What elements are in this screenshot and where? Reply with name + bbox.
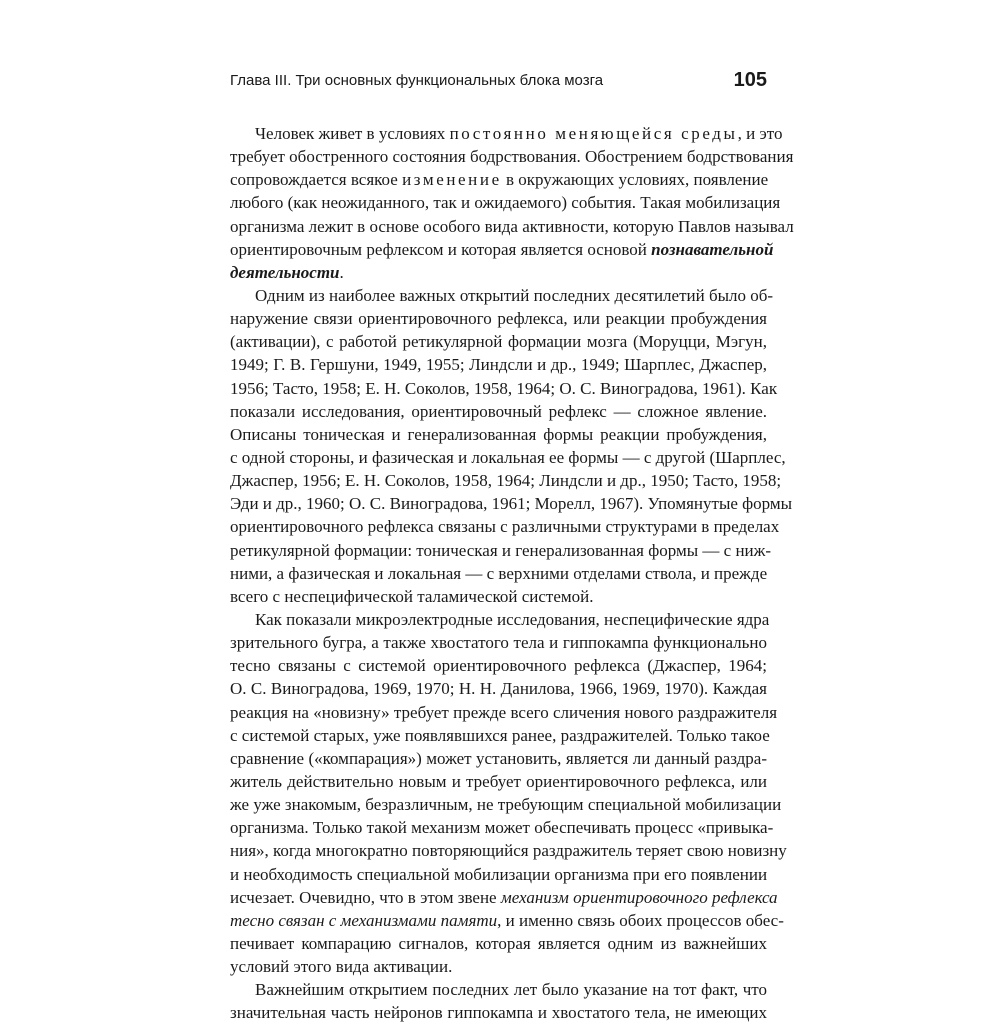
text-line: Одним из наиболее важных открытий последних десятилетий было об- — [255, 285, 774, 305]
spaced-emphasis: изменение — [402, 170, 502, 190]
italic-emphasis: механизм ориентировочного рефлекса — [500, 887, 778, 907]
text-line: реакция на «новизну» требует прежде всего сличения нового раздражителя — [230, 702, 778, 722]
text-line: ними, а фазическая и локальная — с верхними отделами ствола, и прежде — [230, 563, 768, 583]
running-header — [230, 70, 767, 96]
text-line: печивает компарацию сигналов, которая является одним из важнейших — [230, 933, 767, 953]
text-line: Эди и др., 1960; О. С. Виноградова, 1961; Морелл, 1967). Упомянутые формы — [230, 494, 793, 514]
text-line: Как показали микроэлектродные исследования, неспецифические ядра — [255, 609, 770, 629]
spaced-emphasis: постоянно меняющейся среды — [449, 124, 738, 143]
text-line: (активации), с работой ретикулярной формации мозга (Моруцци, Мэгун, — [230, 332, 767, 352]
text-line: с одной стороны, и фазическая и локальная ее формы — с другой (Шарплес, — [230, 447, 786, 467]
text-line: зрительного бугра, а также хвостатого тела и гиппокампа функционально — [230, 633, 767, 653]
text-line: Джаспер, 1956; Е. Н. Соколов, 1958, 1964; Линдсли и др., 1950; Тасто, 1958; — [230, 471, 782, 491]
text-line: организма. Только такой механизм может обеспечивать процесс «привыка- — [230, 818, 774, 838]
text-line: Описаны тоническая и генерализованная формы реакции пробуждения, — [230, 424, 767, 444]
chapter-title: Глава III. Три основных функциональных блока мозга — [230, 72, 604, 89]
text-line: ния», когда многократно повторяющийся раздражитель теряет свою новизну — [230, 841, 787, 861]
text-line: с системой старых, уже появлявшихся ранее, раздражителей. Только такое — [230, 725, 770, 745]
text-line: всего с неспецифической таламической системой. — [230, 586, 594, 606]
text-line: условий этого вида активации. — [230, 957, 453, 977]
text-line: Человек живет в условиях постоянно меняющейся среды, и это — [255, 124, 783, 143]
text-line: Важнейшим открытием последних лет было указание на тот факт, что — [255, 980, 767, 1000]
text-line: ретикулярной формации: тоническая и генерализованная формы — с ниж- — [230, 540, 772, 560]
text-line: наружение связи ориентировочного рефлекса, или реакции пробуждения — [230, 309, 767, 329]
text-line: и необходимость специальной мобилизации организма при его появлении — [230, 864, 768, 884]
text-line: 1956; Тасто, 1958; Е. Н. Соколов, 1958, 1964; О. С. Виноградова, 1961). Как — [230, 378, 778, 398]
text-line: 1949; Г. В. Гершуни, 1949, 1955; Линдсли и др., 1949; Шарплес, Джаспер, — [230, 355, 767, 375]
text-line: же уже знакомым, безразличным, не требующим специальной мобилизации — [230, 795, 782, 815]
text-line: ориентировочного рефлекса связаны с различными структурами в пределах — [230, 517, 780, 537]
body-text — [230, 122, 794, 1024]
page-number: 105 — [733, 69, 767, 91]
bold-italic-term: познавательной — [651, 239, 774, 259]
text-line: сопровождается всякое изменение в окружающих условиях, появление — [230, 170, 769, 190]
text-line: организма лежит в основе особого вида активности, которую Павлов называл — [230, 216, 794, 236]
text-line: показали исследования, ориентировочный рефлекс — сложное явление. — [230, 401, 767, 421]
text-line: деятельности. — [230, 262, 344, 282]
text-line: ориентировочным рефлексом и которая является основой познавательной — [230, 239, 774, 259]
text-line: исчезает. Очевидно, что в этом звене механизм ориентировочного рефлекса — [230, 887, 778, 907]
bold-italic-term: деятельности — [230, 262, 340, 282]
text-line: сравнение («компарация») может установить, является ли данный раздра- — [230, 748, 767, 768]
text-line: тесно связан с механизмами памяти, и именно связь обоих процессов обес- — [230, 910, 784, 930]
text-line: требует обостренного состояния бодрствования. Обострением бодрствования — [230, 147, 794, 167]
text-line: тесно связаны с системой ориентировочного рефлекса (Джаспер, 1964; — [230, 656, 767, 676]
text-line: житель действительно новым и требует ориентировочного рефлекса, или — [230, 771, 767, 791]
text-line: О. С. Виноградова, 1969, 1970; Н. Н. Данилова, 1966, 1969, 1970). Каждая — [230, 679, 767, 699]
text-line: значительная часть нейронов гиппокампа и хвостатого тела, не имеющих — [230, 1003, 767, 1023]
italic-emphasis: тесно связан с механизмами памяти — [230, 910, 498, 930]
text-line: любого (как неожиданного, так и ожидаемого) события. Такая мобилизация — [230, 193, 781, 213]
